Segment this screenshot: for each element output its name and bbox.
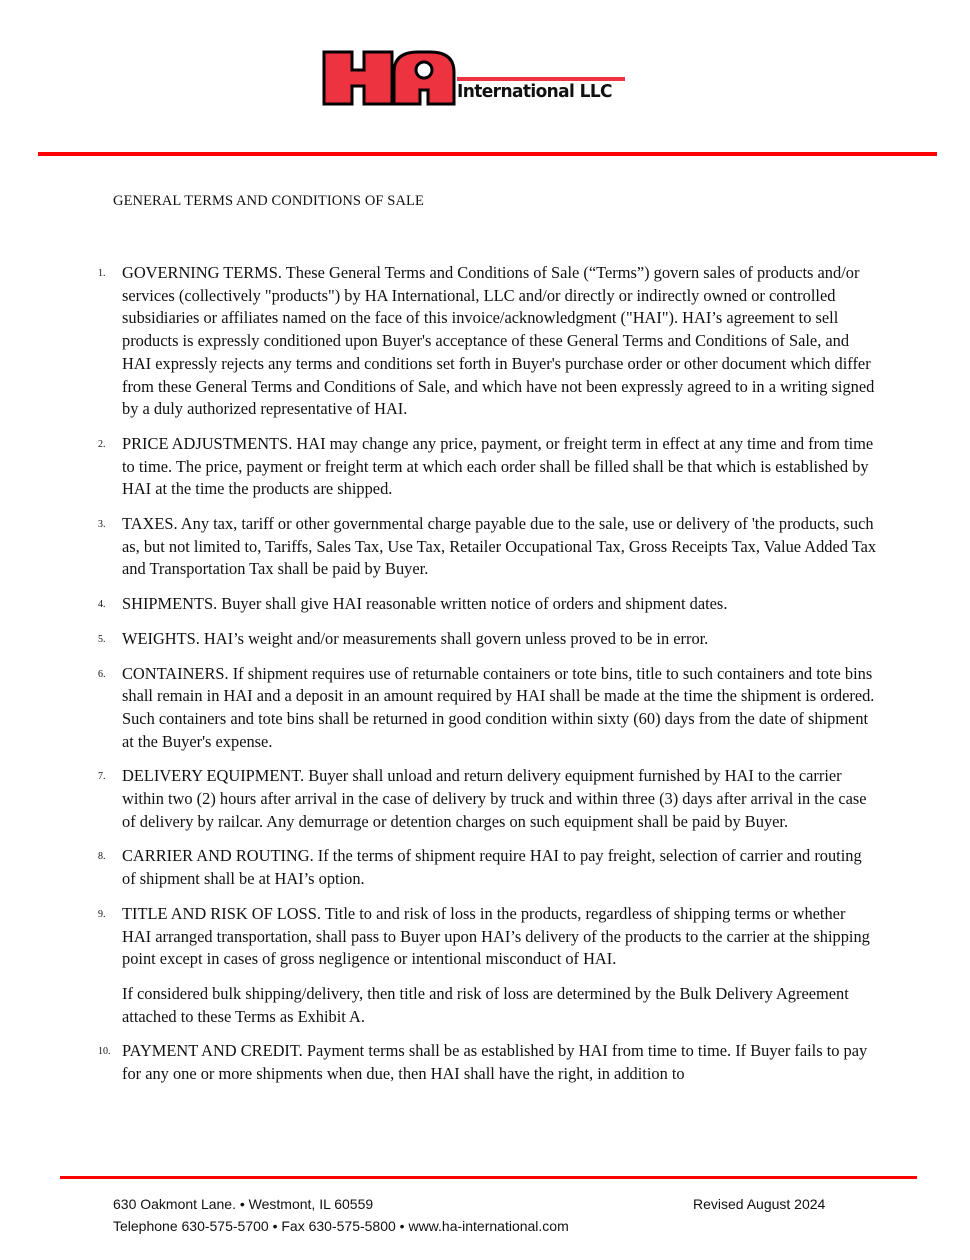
term-paragraph: TAXES. Any tax, tariff or other governmental charge payable due to the sale, use or delivery of 'the products, such as, but not limited to, Tariffs, Sales Tax, Use Tax, Retailer Occupational Tax, Gross Receipts Tax, Value Added Tax and Transportation Tax shall be paid by Buyer. (122, 514, 877, 579)
header-divider (38, 152, 937, 156)
term-paragraph: WEIGHTS. HAI’s weight and/or measurements shall govern unless proved to be in error. (122, 628, 709, 648)
term-paragraph: PAYMENT AND CREDIT. Payment terms shall be as established by HAI from time to time. If Buyer fails to pay for any one or more shipments when due, then HAI shall have the right, in addition to (122, 1041, 868, 1084)
footer-divider (60, 1176, 917, 1179)
term-item (98, 765, 878, 833)
term-number: 3. (98, 519, 106, 531)
term-paragraph: CARRIER AND ROUTING. If the terms of shipment require HAI to pay freight, selection of carrier and routing of shipment shall be at HAI’s option. (122, 846, 862, 889)
term-paragraph: If considered bulk shipping/delivery, then title and risk of loss are determined by the Bulk Delivery Agreement attached to these Terms as Exhibit A. (122, 983, 849, 1026)
term-number: 2. (98, 438, 106, 450)
company-logo (322, 50, 627, 106)
footer-contact: Telephone 630-575-5700 • Fax 630-575-5800 • www.ha-international.com (113, 1218, 569, 1234)
logo-underline (457, 77, 625, 81)
term-number: 6. (98, 668, 106, 680)
logo-text: International LLC (457, 81, 612, 103)
term-paragraph: GOVERNING TERMS. These General Terms and Conditions of Sale (“Terms”) govern sales of products and/or services (collectively "products") by HA International, LLC and/or directly or indirectly owned or controlled subsidiaries or affiliates named on the face of this invoice/acknowledgment ("HAI"). HAI’s agreement to sell products is expressly conditioned upon Buyer's acceptance of these General Terms and Conditions of Sale, and HAI expressly rejects any terms and conditions set forth in Buyer's purchase order or other document which differ from these General Terms and Conditions of Sale, and which have not been expressly agreed to in a writing signed by a duly authorized representative of HAI. (122, 263, 875, 419)
term-item (98, 262, 878, 421)
term-item (98, 513, 878, 581)
terms-list (98, 262, 878, 1098)
term-number: 8. (98, 851, 106, 863)
term-number: 9. (98, 908, 106, 920)
term-paragraph: TITLE AND RISK OF LOSS. Title to and risk of loss in the products, regardless of shipping terms or whether HAI arranged transportation, shall pass to Buyer upon HAI’s delivery of the products to the carrier at the shipping point except in cases of gross negligence or intentional misconduct of HAI. (122, 903, 870, 969)
term-item (98, 433, 878, 501)
term-number: 7. (98, 771, 106, 783)
term-item (98, 593, 878, 616)
term-number: 5. (98, 633, 106, 645)
term-item (98, 1040, 878, 1085)
term-item (98, 628, 878, 651)
term-paragraph: SHIPMENTS. Buyer shall give HAI reasonable written notice of orders and shipment dates. (122, 594, 728, 614)
term-paragraph: PRICE ADJUSTMENTS. HAI may change any price, payment, or freight term in effect at any time and from time to time. The price, payment or freight term at which each order shall be filled shall be that which is established by HAI at the time the products are shipped. (122, 433, 874, 499)
ha-logo-mark-icon (322, 50, 457, 106)
term-number: 10. (98, 1046, 111, 1058)
term-item (98, 845, 878, 890)
revision-date: Revised August 2024 (693, 1196, 826, 1212)
term-number: 4. (98, 599, 106, 611)
term-item (98, 903, 878, 1029)
term-paragraph: DELIVERY EQUIPMENT. Buyer shall unload and return delivery equipment furnished by HAI to the carrier within two (2) hours after arrival in the case of delivery by truck and within three (3) days after arrival in the case of delivery by railcar. Any demurrage or detention charges on such equipment shall be paid by Buyer. (122, 766, 867, 831)
term-item (98, 663, 878, 754)
footer-address: 630 Oakmont Lane. • Westmont, IL 60559 (113, 1196, 374, 1212)
term-number: 1. (98, 268, 106, 279)
document-title: GENERAL TERMS AND CONDITIONS OF SALE (113, 193, 424, 209)
term-paragraph: CONTAINERS. If shipment requires use of returnable containers or tote bins, title to such containers and tote bins shall remain in HAI and a deposit in an amount required by HAI shall be made at the time the shipment is ordered. Such containers and tote bins shall be returned in good condition within sixty (60) days from the date of shipment at the Buyer's expense. (122, 663, 875, 751)
